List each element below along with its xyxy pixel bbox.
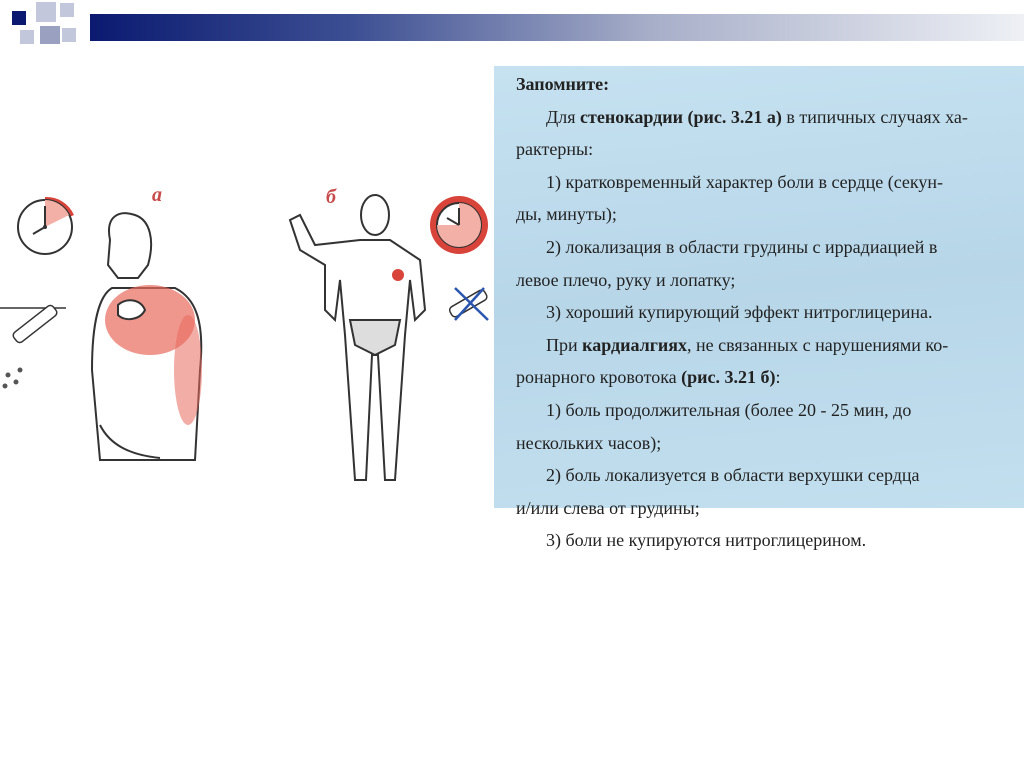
man-with-cardialgia bbox=[290, 195, 425, 480]
header-square bbox=[12, 11, 26, 25]
note-line: ды, минуты); bbox=[516, 204, 617, 225]
note-line: 1) кратковременный характер боли в сердце (секун- bbox=[546, 171, 944, 192]
header-square bbox=[62, 28, 76, 42]
slide-header-decoration bbox=[0, 0, 1024, 60]
nitroglycerin-icon bbox=[0, 304, 66, 389]
man-with-angina bbox=[92, 213, 202, 460]
clock-icon-a bbox=[18, 197, 74, 254]
note-line: При кардиалгиях, не связанных с нарушениями ко- bbox=[546, 334, 949, 355]
note-heading: Запомните: bbox=[516, 74, 610, 94]
note-line: ронарного кровотока (рис. 3.21 б): bbox=[516, 367, 781, 388]
note-text bbox=[516, 68, 1020, 557]
figure-label-b: б bbox=[326, 186, 336, 208]
note-line: левое плечо, руку и лопатку; bbox=[516, 269, 736, 290]
header-square bbox=[40, 26, 60, 44]
note-box bbox=[494, 66, 1024, 551]
illustration-drawing bbox=[0, 170, 495, 490]
note-line: 3) боли не купируются нитроглицерином. bbox=[546, 530, 867, 551]
note-line: Для стенокардии (рис. 3.21 а) в типичных случаях ха- bbox=[546, 106, 968, 127]
clock-icon-b bbox=[430, 196, 488, 254]
note-line: 1) боль продолжительная (более 20 - 25 мин, до bbox=[546, 399, 912, 420]
note-line: 2) локализация в области грудины с иррадиацией в bbox=[546, 236, 938, 257]
note-line: 2) боль локализуется в области верхушки сердца bbox=[546, 465, 920, 486]
header-square bbox=[20, 30, 34, 44]
crossed-nitroglycerin-icon bbox=[448, 288, 488, 320]
note-line: нескольких часов); bbox=[516, 432, 662, 453]
note-line: и/или слева от грудины; bbox=[516, 497, 700, 518]
note-line: 3) хороший купирующий эффект нитроглицерина. bbox=[546, 302, 933, 323]
header-square bbox=[60, 3, 74, 17]
pain-illustration bbox=[0, 170, 495, 490]
header-gradient-bar bbox=[90, 14, 1024, 41]
header-square bbox=[36, 2, 56, 22]
note-line: рактерны: bbox=[516, 139, 594, 160]
figure-label-a: а bbox=[152, 184, 162, 206]
